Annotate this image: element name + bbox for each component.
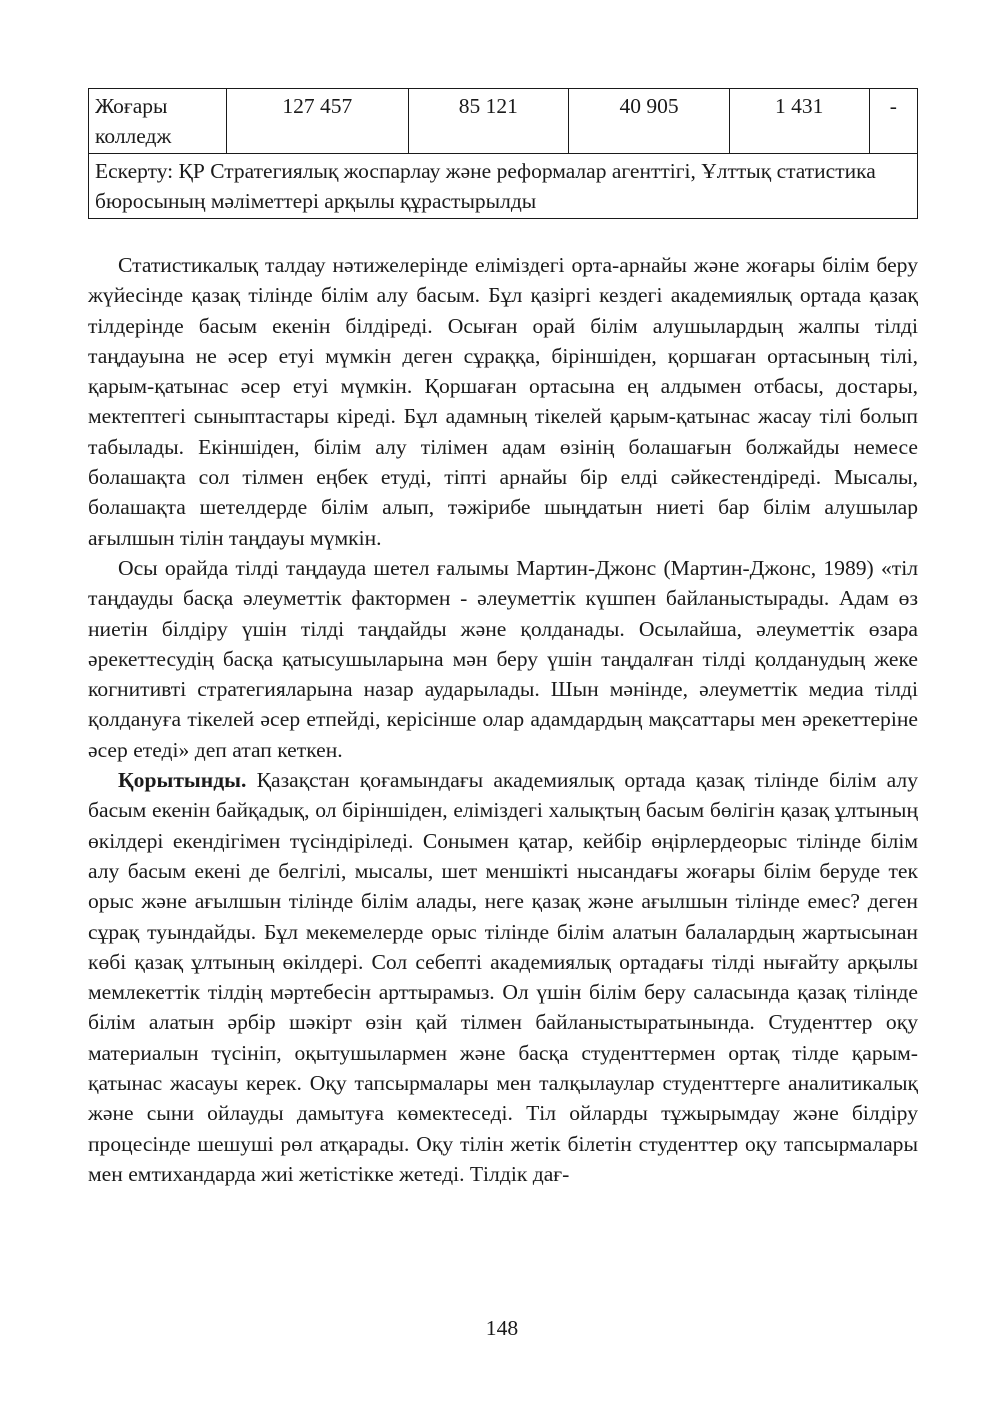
paragraph-text: Статистикалық талдау нәтижелерінде еліміздегі орта-арнайы және жоғары білім беру жүйесінде қазақ тілінде білім алу басым. Бұл қазіргі кездегі академиялық ортада қазақ тілдерінде басым екенін білдіреді. Осыған орай білім алушылардың жалпы тілді таңдауына не әсер етуі мүмкін деген сұраққа, біріншіден, қоршаған ортасының тілі, қарым-қатынас әсер етуі мүмкін. Қоршаған ортасына ең алдымен отбасы, достары, мектептегі сыныптастары кіреді. Бұл адамның тікелей қарым-қатынас жасау тілі болып табылады. Екіншіден, білім алу тілімен адам өзінің болашағын болжайды немесе болашақта сол тілмен еңбек етуді, тіпті арнайы бір елді сәйкестендіреді. Мысалы, болашақта шетелдерде білім алып, тәжірибе шыңдатын ниеті бар білім алушылар ағылшын тілін таңдауы мүмкін. (88, 253, 918, 550)
table-cell: - (869, 89, 917, 154)
table-cell: 40 905 (569, 89, 730, 154)
paragraph (88, 553, 918, 765)
body-text (88, 250, 918, 1189)
table-note: Ескерту: ҚР Стратегиялық жоспарлау және реформалар агенттігі, Ұлттық статистика бюросының мәліметтері арқылы құрастырылды (89, 154, 918, 219)
table-row (89, 89, 918, 154)
statistics-table (88, 88, 918, 219)
paragraph (88, 765, 918, 1189)
table-cell: 85 121 (408, 89, 569, 154)
page-content (88, 88, 918, 1189)
paragraph-text: Қазақстан қоғамындағы академиялық ортада қазақ тілінде білім алу басым екенін байқадық, ол біріншіден, еліміздегі халықтың басым бөлігін қазақ ұлтының өкілдері екендігімен түсіндіріледі. Сонымен қатар, кейбір өңірлердеорыс тілінде білім алу басым екені де белгілі, мысалы, шет меншікті нысандағы жоғары білім беруде тек орыс және ағылшын тілінде білім алады, неге қазақ және ағылшын тілінде емес? деген сұрақ туындайды. Бұл мекемелерде орыс тілінде білім алатын балалардың жартысынан көбі қазақ ұлтының өкілдері. Сол себепті академиялық ортадағы тілді нығайту арқылы мемлекеттік тілдің мәртебесін арттырамыз. Ол үшін білім беру саласында қазақ тілінде білім алатын әрбір шәкірт өзін қай тілмен байланыстыратынында. Студенттер оқу материалын түсініп, оқытушылармен және басқа студенттермен ортақ тілде қарым-қатынас жасауы керек. Оқу тапсырмалары мен талқылаулар студенттерге аналитикалық және сыни ойлауды дамытуға көмектеседі. Тіл ойларды тұжырымдау және білдіру процесінде шешуші рөл атқарады. Оқу тілін жетік білетін студенттер оқу тапсырмалары мен емтихандарда жиі жетістікке жетеді. Тілдік дағ- (88, 768, 918, 1186)
row-label: Жоғары колледж (89, 89, 227, 154)
conclusion-heading: Қорытынды. (118, 768, 247, 793)
table-cell: 127 457 (227, 89, 409, 154)
table-cell: 1 431 (729, 89, 869, 154)
page-number: 148 (485, 1316, 519, 1340)
paragraph (88, 250, 918, 553)
table-note-row (89, 154, 918, 219)
paragraph-text: Осы орайда тілді таңдауда шетел ғалымы Мартин-Джонс (Мартин-Джонс, 1989) «тіл таңдауды басқа әлеуметтік фактормен - әлеуметтік күшпен байланыстырады. Адам өз ниетін білдіру үшін тілді таңдайды және қолданады. Осылайша, әлеуметтік өзара әрекеттесудің басқа қатысушыларына мән беру үшін таңдалған тілді қолданудың жеке когнитивті стратегияларына назар аударылады. Шын мәнінде, әлеуметтік медиа тілді қолдануға тікелей әсер етпейді, керісінше олар адамдардың мақсаттары мен әрекеттеріне әсер етеді» деп атап кеткен. (88, 555, 918, 762)
